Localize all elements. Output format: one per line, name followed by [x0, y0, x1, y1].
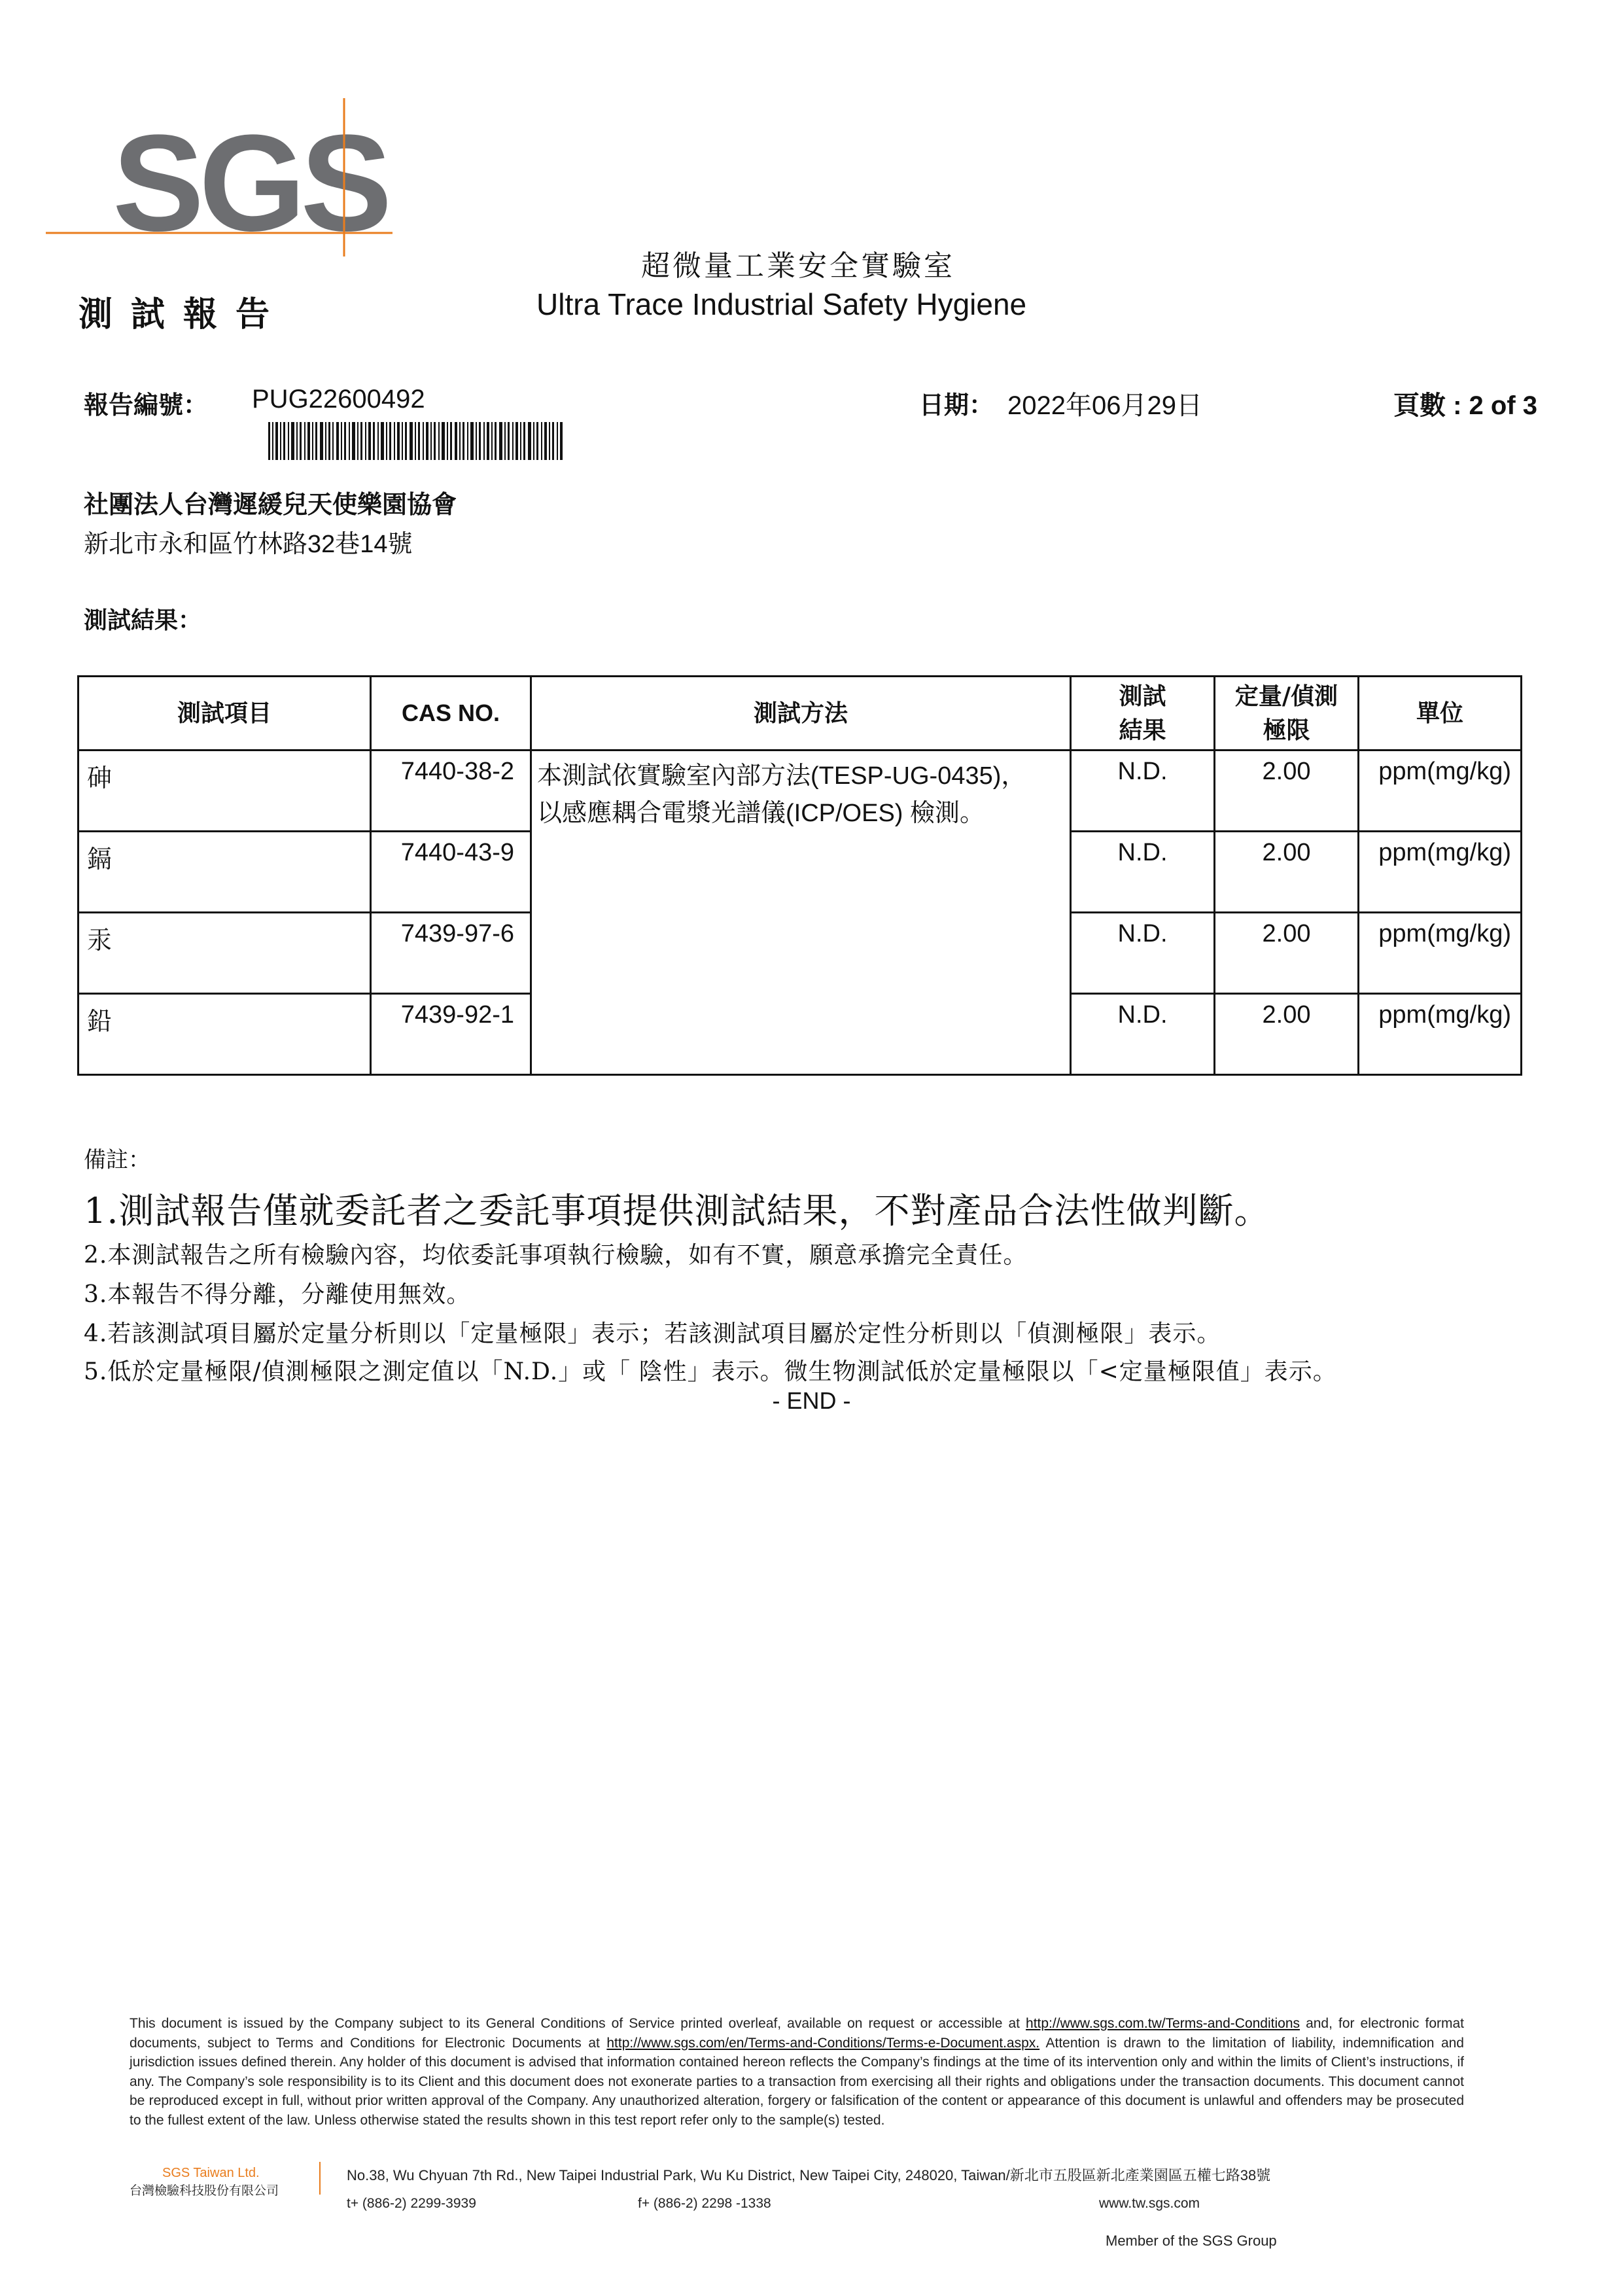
note-1: 1.測試報告僅就委託者之委託事項提供測試結果，不對產品合法性做判斷。 [84, 1190, 1270, 1231]
cell-unit: ppm(mg/kg) [1359, 913, 1522, 994]
website[interactable]: www.tw.sgs.com [1099, 2196, 1200, 2211]
method-line-1: 本測試依實驗室內部方法(TESP-UG-0435)， [537, 762, 1026, 790]
telephone: t+ (886-2) 2299-3939 [347, 2196, 476, 2211]
disclaimer-part-2: and, for electronic format documents, subject to Terms and Conditions for Electronic Documents at [130, 2016, 1465, 2051]
report-number: PUG22600492 [252, 385, 425, 414]
header-result [1071, 677, 1215, 751]
date-value: 2022年06月29日 [1007, 391, 1202, 420]
table-header-row [79, 677, 1522, 751]
member-statement: Member of the SGS Group [1106, 2233, 1277, 2249]
barcode [268, 422, 563, 460]
method-line-2: 以感應耦合電漿光譜儀(ICP/OES) 檢測。 [537, 800, 985, 827]
cell-cas: 7440-38-2 [371, 751, 531, 832]
cell-item: 鎘 [79, 832, 371, 913]
header-limit-line-1: 定量/偵測 [1234, 682, 1338, 710]
sgs-logo [39, 92, 406, 262]
cell-unit: ppm(mg/kg) [1359, 751, 1522, 832]
cell-limit: 2.00 [1215, 994, 1359, 1075]
cell-item: 砷 [79, 751, 371, 832]
cell-item: 鉛 [79, 994, 371, 1075]
cell-method [531, 751, 1071, 1075]
company-address: No.38, Wu Chyuan 7th Rd., New Taipei Industrial Park, Wu Ku District, New Taipei City, 248020, Taiwan/新北市五股區新北產業園區五權七路38號 [347, 2167, 1271, 2183]
header-cas: CAS NO. [371, 677, 531, 751]
page-count: 頁數 : 2 of 3 [1393, 391, 1538, 420]
lab-name-english: Ultra Trace Industrial Safety Hygiene [536, 287, 1027, 321]
results-table [77, 675, 1522, 1076]
cell-result: N.D. [1071, 994, 1215, 1075]
company-name-chinese: 台灣檢驗科技股份有限公司 [130, 2184, 279, 2198]
e-document-terms-link[interactable]: http://www.sgs.com/en/Terms-and-Conditions/Terms-e-Document.aspx. [606, 2035, 1040, 2051]
date-label: 日期： [919, 392, 994, 419]
report-number-label: 報告編號： [84, 390, 209, 419]
end-marker: - END - [772, 1387, 851, 1414]
footer-disclaimer [130, 2014, 1464, 2130]
cell-result: N.D. [1071, 913, 1215, 994]
cell-unit: ppm(mg/kg) [1359, 832, 1522, 913]
header-result-line-1: 測試 [1119, 682, 1166, 710]
cell-cas: 7440-43-9 [371, 832, 531, 913]
header-method: 測試方法 [531, 677, 1071, 751]
sgs-logo-text: SGS [113, 106, 387, 260]
cell-cas: 7439-97-6 [371, 913, 531, 994]
company-name-english: SGS Taiwan Ltd. [162, 2166, 260, 2180]
cell-limit: 2.00 [1215, 913, 1359, 994]
notes-label: 備註： [84, 1147, 150, 1173]
footer-divider [319, 2162, 321, 2195]
table-row [79, 751, 1522, 832]
client-address: 新北市永和區竹林路32巷14號 [84, 531, 413, 558]
disclaimer-part-3: Attention is drawn to the limitation of liability, indemnification and jurisdiction issues defined therein. Any holder of this document is advised that information contained hereon reflects the Company’s findings at the time of its intervention only and within the limits of Client’s instructions, if any. The Company’s sole responsibility is to its Client and this document does not exonerate parties to a transaction from exercising all their rights and obligations under the transaction documents. This document cannot be reproduced except in full, without prior written approval of the Company. Any unauthorized alteration, forgery or falsification of the content or appearance of this document is unlawful and offenders may be prosecuted to the fullest extent of the law. Unless otherwise stated the results shown in this test report refer only to the sample(s) tested. [130, 2035, 1464, 2128]
header-limit-line-2: 極限 [1263, 716, 1310, 744]
header-limit [1215, 677, 1359, 751]
note-5: 5.低於定量極限/偵測極限之測定值以「N.D.」或「 陰性」表示。微生物測試低於定量極限以「<定量極限值」表示。 [84, 1358, 1337, 1385]
cell-unit: ppm(mg/kg) [1359, 994, 1522, 1075]
cell-item: 汞 [79, 913, 371, 994]
report-title: 測試報告 [79, 294, 288, 334]
cell-result: N.D. [1071, 832, 1215, 913]
header-item: 測試項目 [79, 677, 371, 751]
lab-name-chinese: 超微量工業安全實驗室 [641, 249, 955, 283]
note-3: 3.本報告不得分離，分離使用無效。 [84, 1281, 471, 1308]
note-2: 2.本測試報告之所有檢驗內容，均依委託事項執行檢驗，如有不實，願意承擔完全責任。 [84, 1242, 1028, 1269]
cell-limit: 2.00 [1215, 751, 1359, 832]
header-unit: 單位 [1359, 677, 1522, 751]
client-name: 社團法人台灣遲緩兒天使樂園協會 [84, 491, 457, 519]
cell-limit: 2.00 [1215, 832, 1359, 913]
test-results-label: 測試結果： [84, 607, 202, 634]
cell-result: N.D. [1071, 751, 1215, 832]
header-result-line-2: 結果 [1119, 716, 1166, 744]
cell-cas: 7439-92-1 [371, 994, 531, 1075]
fax: f+ (886-2) 2298 -1338 [638, 2196, 771, 2211]
note-4: 4.若該測試項目屬於定量分析則以「定量極限」表示；若該測試項目屬於定性分析則以「偵測極限」表示。 [84, 1320, 1221, 1347]
terms-link[interactable]: http://www.sgs.com.tw/Terms-and-Conditions [1026, 2016, 1300, 2031]
disclaimer-part-1: This document is issued by the Company subject to its General Conditions of Service printed overleaf, available on request or accessible at [130, 2016, 1026, 2031]
